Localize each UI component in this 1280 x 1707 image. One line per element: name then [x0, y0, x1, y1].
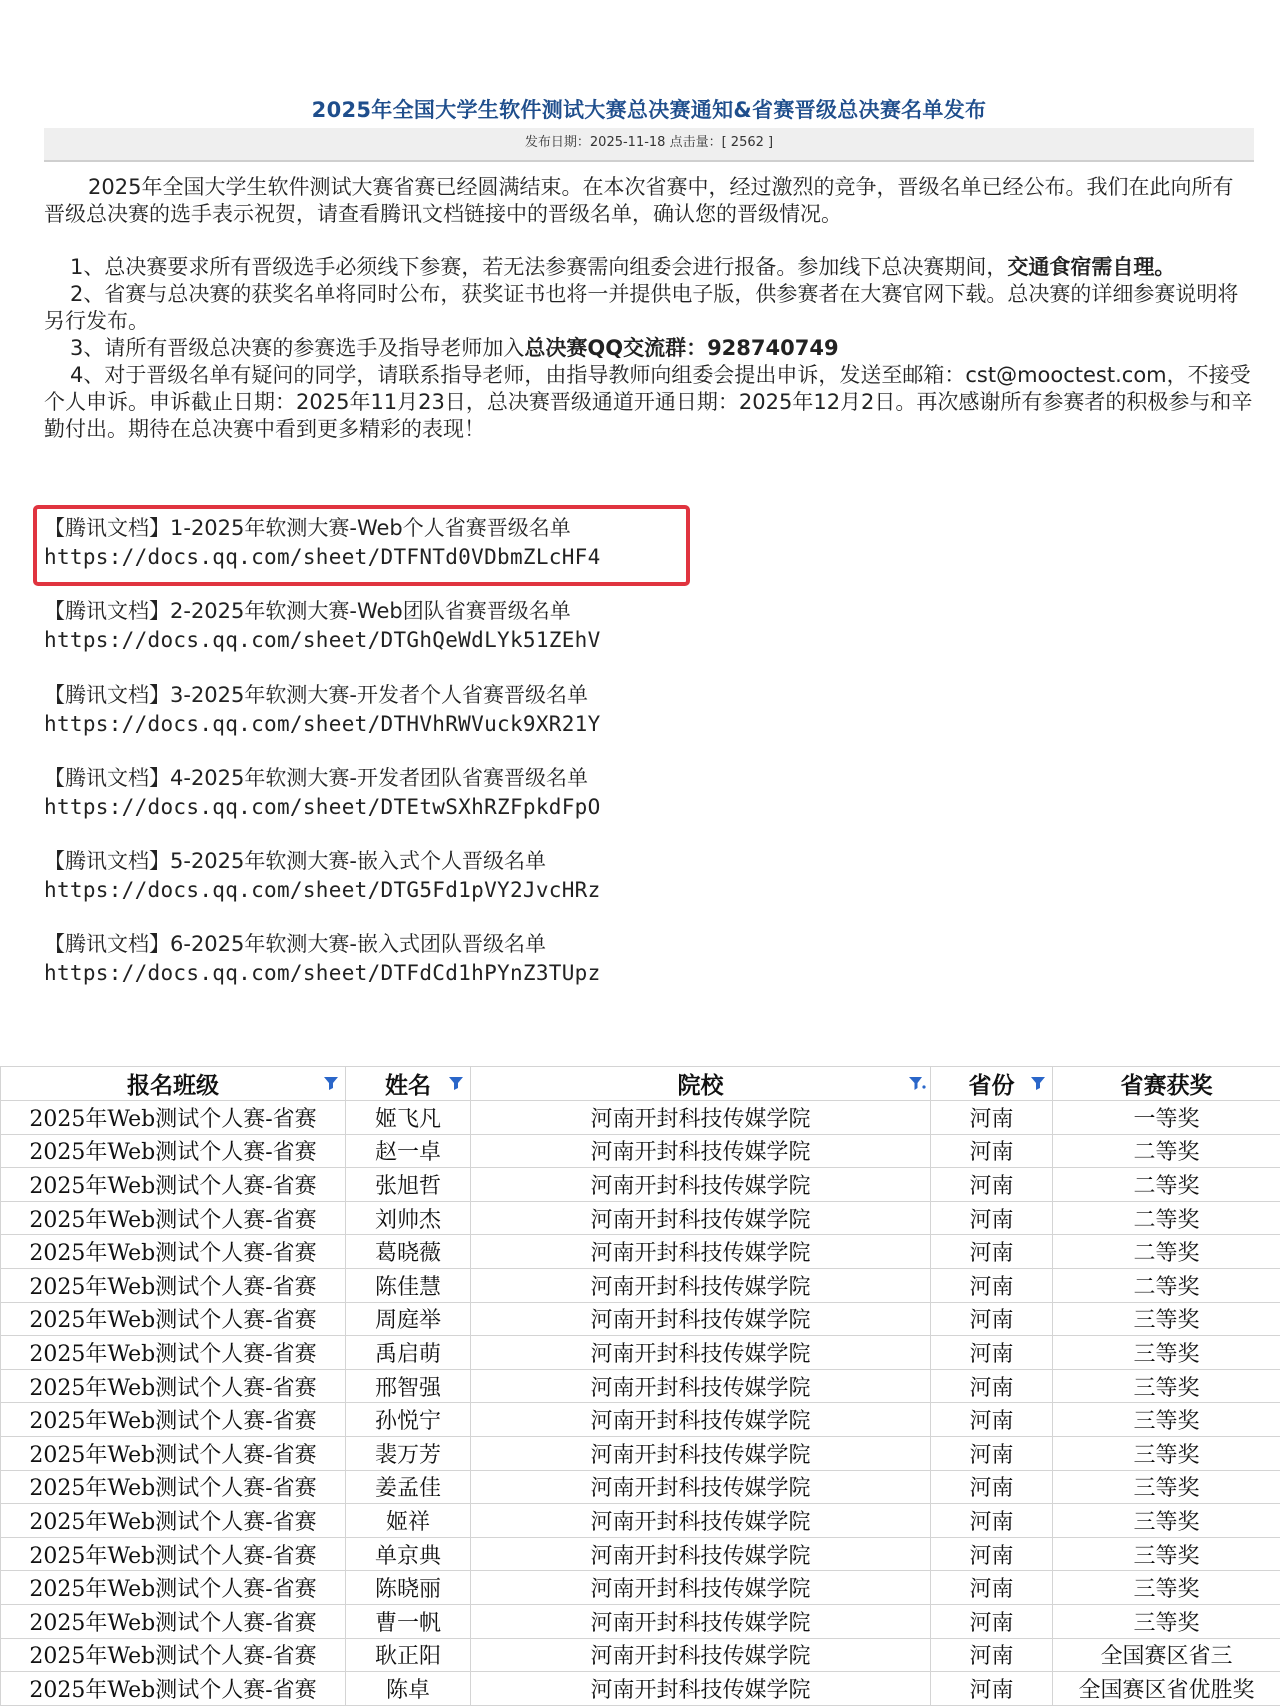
item-1-text: 1、总决赛要求所有晋级选手必须线下参赛，若无法参赛需向组委会进行报备。参加线下总决赛期间， [70, 255, 1008, 279]
cell-school[interactable]: 河南开封科技传媒学院 [471, 1504, 931, 1538]
filter-icon[interactable] [448, 1075, 464, 1091]
table-row [1, 1336, 1280, 1370]
cell-province[interactable]: 河南 [931, 1302, 1053, 1336]
cell-province[interactable]: 河南 [931, 1369, 1053, 1403]
cell-name[interactable]: 姜孟佳 [346, 1470, 471, 1504]
cell-class[interactable]: 2025年Web测试个人赛-省赛 [1, 1436, 346, 1470]
ranking-sheet [0, 1066, 1280, 1706]
cell-name[interactable]: 邢智强 [346, 1369, 471, 1403]
header-province[interactable] [931, 1067, 1053, 1101]
table-row [1, 1101, 1280, 1135]
cell-name[interactable]: 陈卓 [346, 1672, 471, 1706]
cell-award[interactable]: 二等奖 [1053, 1201, 1280, 1235]
filter-icon[interactable] [1030, 1075, 1046, 1091]
cell-province[interactable]: 河南 [931, 1336, 1053, 1370]
table-row [1, 1201, 1280, 1235]
table-row [1, 1235, 1280, 1269]
cell-province[interactable]: 河南 [931, 1571, 1053, 1605]
cell-name[interactable]: 姬祥 [346, 1504, 471, 1538]
doc-link-url[interactable]: https://docs.qq.com/sheet/DTHVhRWVuck9XR21Y [44, 712, 601, 736]
cell-class[interactable]: 2025年Web测试个人赛-省赛 [1, 1672, 346, 1706]
cell-class[interactable]: 2025年Web测试个人赛-省赛 [1, 1168, 346, 1202]
cell-school[interactable]: 河南开封科技传媒学院 [471, 1369, 931, 1403]
cell-class[interactable]: 2025年Web测试个人赛-省赛 [1, 1101, 346, 1135]
cell-school[interactable]: 河南开封科技传媒学院 [471, 1436, 931, 1470]
cell-school[interactable]: 河南开封科技传媒学院 [471, 1672, 931, 1706]
cell-province[interactable]: 河南 [931, 1604, 1053, 1638]
cell-class[interactable]: 2025年Web测试个人赛-省赛 [1, 1604, 346, 1638]
cell-name[interactable]: 张旭哲 [346, 1168, 471, 1202]
table-row [1, 1537, 1280, 1571]
cell-province[interactable]: 河南 [931, 1504, 1053, 1538]
cell-class[interactable]: 2025年Web测试个人赛-省赛 [1, 1235, 346, 1269]
doc-link-label[interactable]: 【腾讯文档】3-2025年软测大赛-开发者个人省赛晋级名单 [44, 683, 588, 707]
cell-province[interactable]: 河南 [931, 1235, 1053, 1269]
doc-link-url[interactable]: https://docs.qq.com/sheet/DTFdCd1hPYnZ3TUpz [44, 961, 601, 985]
cell-province[interactable]: 河南 [931, 1638, 1053, 1672]
cell-name[interactable]: 禹启萌 [346, 1336, 471, 1370]
cell-class[interactable]: 2025年Web测试个人赛-省赛 [1, 1201, 346, 1235]
page-title: 2025年全国大学生软件测试大赛总决赛通知&省赛晋级总决赛名单发布 [311, 98, 987, 122]
cell-school[interactable]: 河南开封科技传媒学院 [471, 1571, 931, 1605]
cell-school[interactable]: 河南开封科技传媒学院 [471, 1470, 931, 1504]
table-row [1, 1638, 1280, 1672]
filter-active-icon[interactable] [908, 1075, 924, 1091]
cell-award[interactable]: 三等奖 [1053, 1436, 1280, 1470]
header-award[interactable] [1053, 1067, 1280, 1101]
doc-link-label[interactable]: 【腾讯文档】4-2025年软测大赛-开发者团队省赛晋级名单 [44, 766, 588, 790]
cell-school[interactable]: 河南开封科技传媒学院 [471, 1168, 931, 1202]
cell-province[interactable]: 河南 [931, 1436, 1053, 1470]
intro-paragraph: 2025年全国大学生软件测试大赛省赛已经圆满结束。在本次省赛中，经过激烈的竞争，晋级名单已经公布。我们在此向所有晋级总决赛的选手表示祝贺，请查看腾讯文档链接中的晋级名单，确认您的晋级情况。 [44, 175, 1234, 226]
doc-link-url[interactable]: https://docs.qq.com/sheet/DTEtwSXhRZFpkdFpO [44, 795, 601, 819]
cell-school[interactable]: 河南开封科技传媒学院 [471, 1604, 931, 1638]
cell-award[interactable]: 三等奖 [1053, 1537, 1280, 1571]
cell-award[interactable]: 三等奖 [1053, 1336, 1280, 1370]
header-label: 报名班级 [127, 1072, 219, 1099]
cell-province[interactable]: 河南 [931, 1101, 1053, 1135]
cell-school[interactable]: 河南开封科技传媒学院 [471, 1201, 931, 1235]
doc-link-url[interactable]: https://docs.qq.com/sheet/DTGhQeWdLYk51ZEhV [44, 628, 601, 652]
header-label: 姓名 [385, 1072, 431, 1099]
doc-link-label[interactable]: 【腾讯文档】1-2025年软测大赛-Web个人省赛晋级名单 [44, 516, 571, 540]
header-class[interactable] [1, 1067, 346, 1101]
header-label: 省赛获奖 [1120, 1072, 1213, 1099]
cell-province[interactable]: 河南 [931, 1168, 1053, 1202]
table-row [1, 1604, 1280, 1638]
cell-name[interactable]: 单京典 [346, 1537, 471, 1571]
table-row [1, 1134, 1280, 1168]
sheet-header-row [1, 1067, 1280, 1101]
table-row [1, 1268, 1280, 1302]
notice-item-1 [44, 254, 1254, 281]
publish-meta: 发布日期：2025-11-18 点击量：[ 2562 ] [44, 128, 1254, 162]
cell-name[interactable]: 陈晓丽 [346, 1571, 471, 1605]
cell-name[interactable]: 姬飞凡 [346, 1101, 471, 1135]
cell-award[interactable]: 三等奖 [1053, 1302, 1280, 1336]
doc-link-label[interactable]: 【腾讯文档】5-2025年软测大赛-嵌入式个人晋级名单 [44, 849, 546, 873]
cell-school[interactable]: 河南开封科技传媒学院 [471, 1336, 931, 1370]
doc-link-3[interactable] [44, 681, 744, 739]
cell-award[interactable]: 三等奖 [1053, 1504, 1280, 1538]
cell-name[interactable]: 耿正阳 [346, 1638, 471, 1672]
doc-link-5[interactable] [44, 847, 744, 905]
cell-award[interactable]: 二等奖 [1053, 1134, 1280, 1168]
table-row [1, 1302, 1280, 1336]
cell-award[interactable]: 二等奖 [1053, 1268, 1280, 1302]
cell-class[interactable]: 2025年Web测试个人赛-省赛 [1, 1504, 346, 1538]
cell-award[interactable]: 三等奖 [1053, 1470, 1280, 1504]
table-row [1, 1436, 1280, 1470]
table-row [1, 1504, 1280, 1538]
doc-link-6[interactable] [44, 930, 744, 988]
table-row [1, 1403, 1280, 1437]
cell-province[interactable]: 河南 [931, 1403, 1053, 1437]
cell-award[interactable]: 三等奖 [1053, 1369, 1280, 1403]
cell-class[interactable]: 2025年Web测试个人赛-省赛 [1, 1571, 346, 1605]
cell-province[interactable]: 河南 [931, 1470, 1053, 1504]
item-1-bold: 交通食宿需自理。 [1007, 255, 1176, 279]
doc-link-label[interactable]: 【腾讯文档】6-2025年软测大赛-嵌入式团队晋级名单 [44, 932, 546, 956]
qq-group: 总决赛QQ交流群：928740749 [524, 336, 839, 360]
cell-school[interactable]: 河南开封科技传媒学院 [471, 1268, 931, 1302]
cell-award[interactable]: 三等奖 [1053, 1604, 1280, 1638]
header-name[interactable] [346, 1067, 471, 1101]
sheet-body [1, 1101, 1280, 1706]
doc-link-label[interactable]: 【腾讯文档】2-2025年软测大赛-Web团队省赛晋级名单 [44, 599, 571, 623]
doc-link-url[interactable]: https://docs.qq.com/sheet/DTG5Fd1pVY2JvcHRz [44, 878, 601, 902]
cell-award[interactable]: 三等奖 [1053, 1571, 1280, 1605]
cell-award[interactable]: 二等奖 [1053, 1168, 1280, 1202]
cell-name[interactable]: 赵一卓 [346, 1134, 471, 1168]
cell-class[interactable]: 2025年Web测试个人赛-省赛 [1, 1134, 346, 1168]
notice-item-3 [44, 335, 1254, 362]
cell-name[interactable]: 孙悦宁 [346, 1403, 471, 1437]
cell-award[interactable]: 一等奖 [1053, 1101, 1280, 1135]
cell-province[interactable]: 河南 [931, 1201, 1053, 1235]
cell-name[interactable]: 葛晓薇 [346, 1235, 471, 1269]
doc-link-4[interactable] [44, 764, 744, 822]
cell-name[interactable]: 陈佳慧 [346, 1268, 471, 1302]
cell-school[interactable]: 河南开封科技传媒学院 [471, 1101, 931, 1135]
cell-class[interactable]: 2025年Web测试个人赛-省赛 [1, 1638, 346, 1672]
cell-award[interactable]: 全国赛区省优胜奖 [1053, 1672, 1280, 1706]
cell-class[interactable]: 2025年Web测试个人赛-省赛 [1, 1336, 346, 1370]
table-row [1, 1672, 1280, 1706]
cell-school[interactable]: 河南开封科技传媒学院 [471, 1403, 931, 1437]
filter-icon[interactable] [323, 1075, 339, 1091]
cell-province[interactable]: 河南 [931, 1672, 1053, 1706]
cell-school[interactable]: 河南开封科技传媒学院 [471, 1302, 931, 1336]
table-row [1, 1470, 1280, 1504]
header-label: 省份 [968, 1072, 1015, 1099]
item-3-text: 3、请所有晋级总决赛的参赛选手及指导老师加入 [70, 336, 525, 360]
cell-class[interactable]: 2025年Web测试个人赛-省赛 [1, 1537, 346, 1571]
cell-name[interactable]: 裴万芳 [346, 1436, 471, 1470]
notice-item-2: 2、省赛与总决赛的获奖名单将同时公布，获奖证书也将一并提供电子版，供参赛者在大赛官网下载。总决赛的详细参赛说明将另行发布。 [44, 282, 1239, 333]
cell-school[interactable]: 河南开封科技传媒学院 [471, 1537, 931, 1571]
cell-class[interactable]: 2025年Web测试个人赛-省赛 [1, 1302, 346, 1336]
cell-class[interactable]: 2025年Web测试个人赛-省赛 [1, 1403, 346, 1437]
cell-award[interactable]: 全国赛区省三 [1053, 1638, 1280, 1672]
highlight-box [33, 505, 690, 586]
doc-link-1[interactable] [44, 514, 744, 572]
table-row [1, 1369, 1280, 1403]
cell-class[interactable]: 2025年Web测试个人赛-省赛 [1, 1470, 346, 1504]
table-row [1, 1168, 1280, 1202]
cell-school[interactable]: 河南开封科技传媒学院 [471, 1638, 931, 1672]
cell-name[interactable]: 周庭举 [346, 1302, 471, 1336]
cell-award[interactable]: 三等奖 [1053, 1403, 1280, 1437]
cell-province[interactable]: 河南 [931, 1134, 1053, 1168]
cell-class[interactable]: 2025年Web测试个人赛-省赛 [1, 1268, 346, 1302]
cell-award[interactable]: 二等奖 [1053, 1235, 1280, 1269]
header-school[interactable] [471, 1067, 931, 1101]
cell-name[interactable]: 刘帅杰 [346, 1201, 471, 1235]
doc-link-2[interactable] [44, 597, 744, 655]
notice-item-4: 4、对于晋级名单有疑问的同学，请联系指导老师，由指导教师向组委会提出申诉，发送至邮箱：cst@mooctest.com，不接受个人申诉。申诉截止日期：2025年11月23日，总决赛晋级通道开通日期：2025年12月2日。再次感谢所有参赛者的积极参与和辛勤付出。期待在总决赛中看到更多精彩的表现！ [44, 363, 1253, 441]
cell-name[interactable]: 曹一帆 [346, 1604, 471, 1638]
notice-body [44, 174, 1254, 443]
table-row [1, 1571, 1280, 1605]
cell-province[interactable]: 河南 [931, 1537, 1053, 1571]
cell-school[interactable]: 河南开封科技传媒学院 [471, 1235, 931, 1269]
header-label: 院校 [677, 1072, 724, 1099]
doc-link-url[interactable]: https://docs.qq.com/sheet/DTFNTd0VDbmZLcHF4 [44, 545, 601, 569]
cell-province[interactable]: 河南 [931, 1268, 1053, 1302]
cell-school[interactable]: 河南开封科技传媒学院 [471, 1134, 931, 1168]
cell-class[interactable]: 2025年Web测试个人赛-省赛 [1, 1369, 346, 1403]
